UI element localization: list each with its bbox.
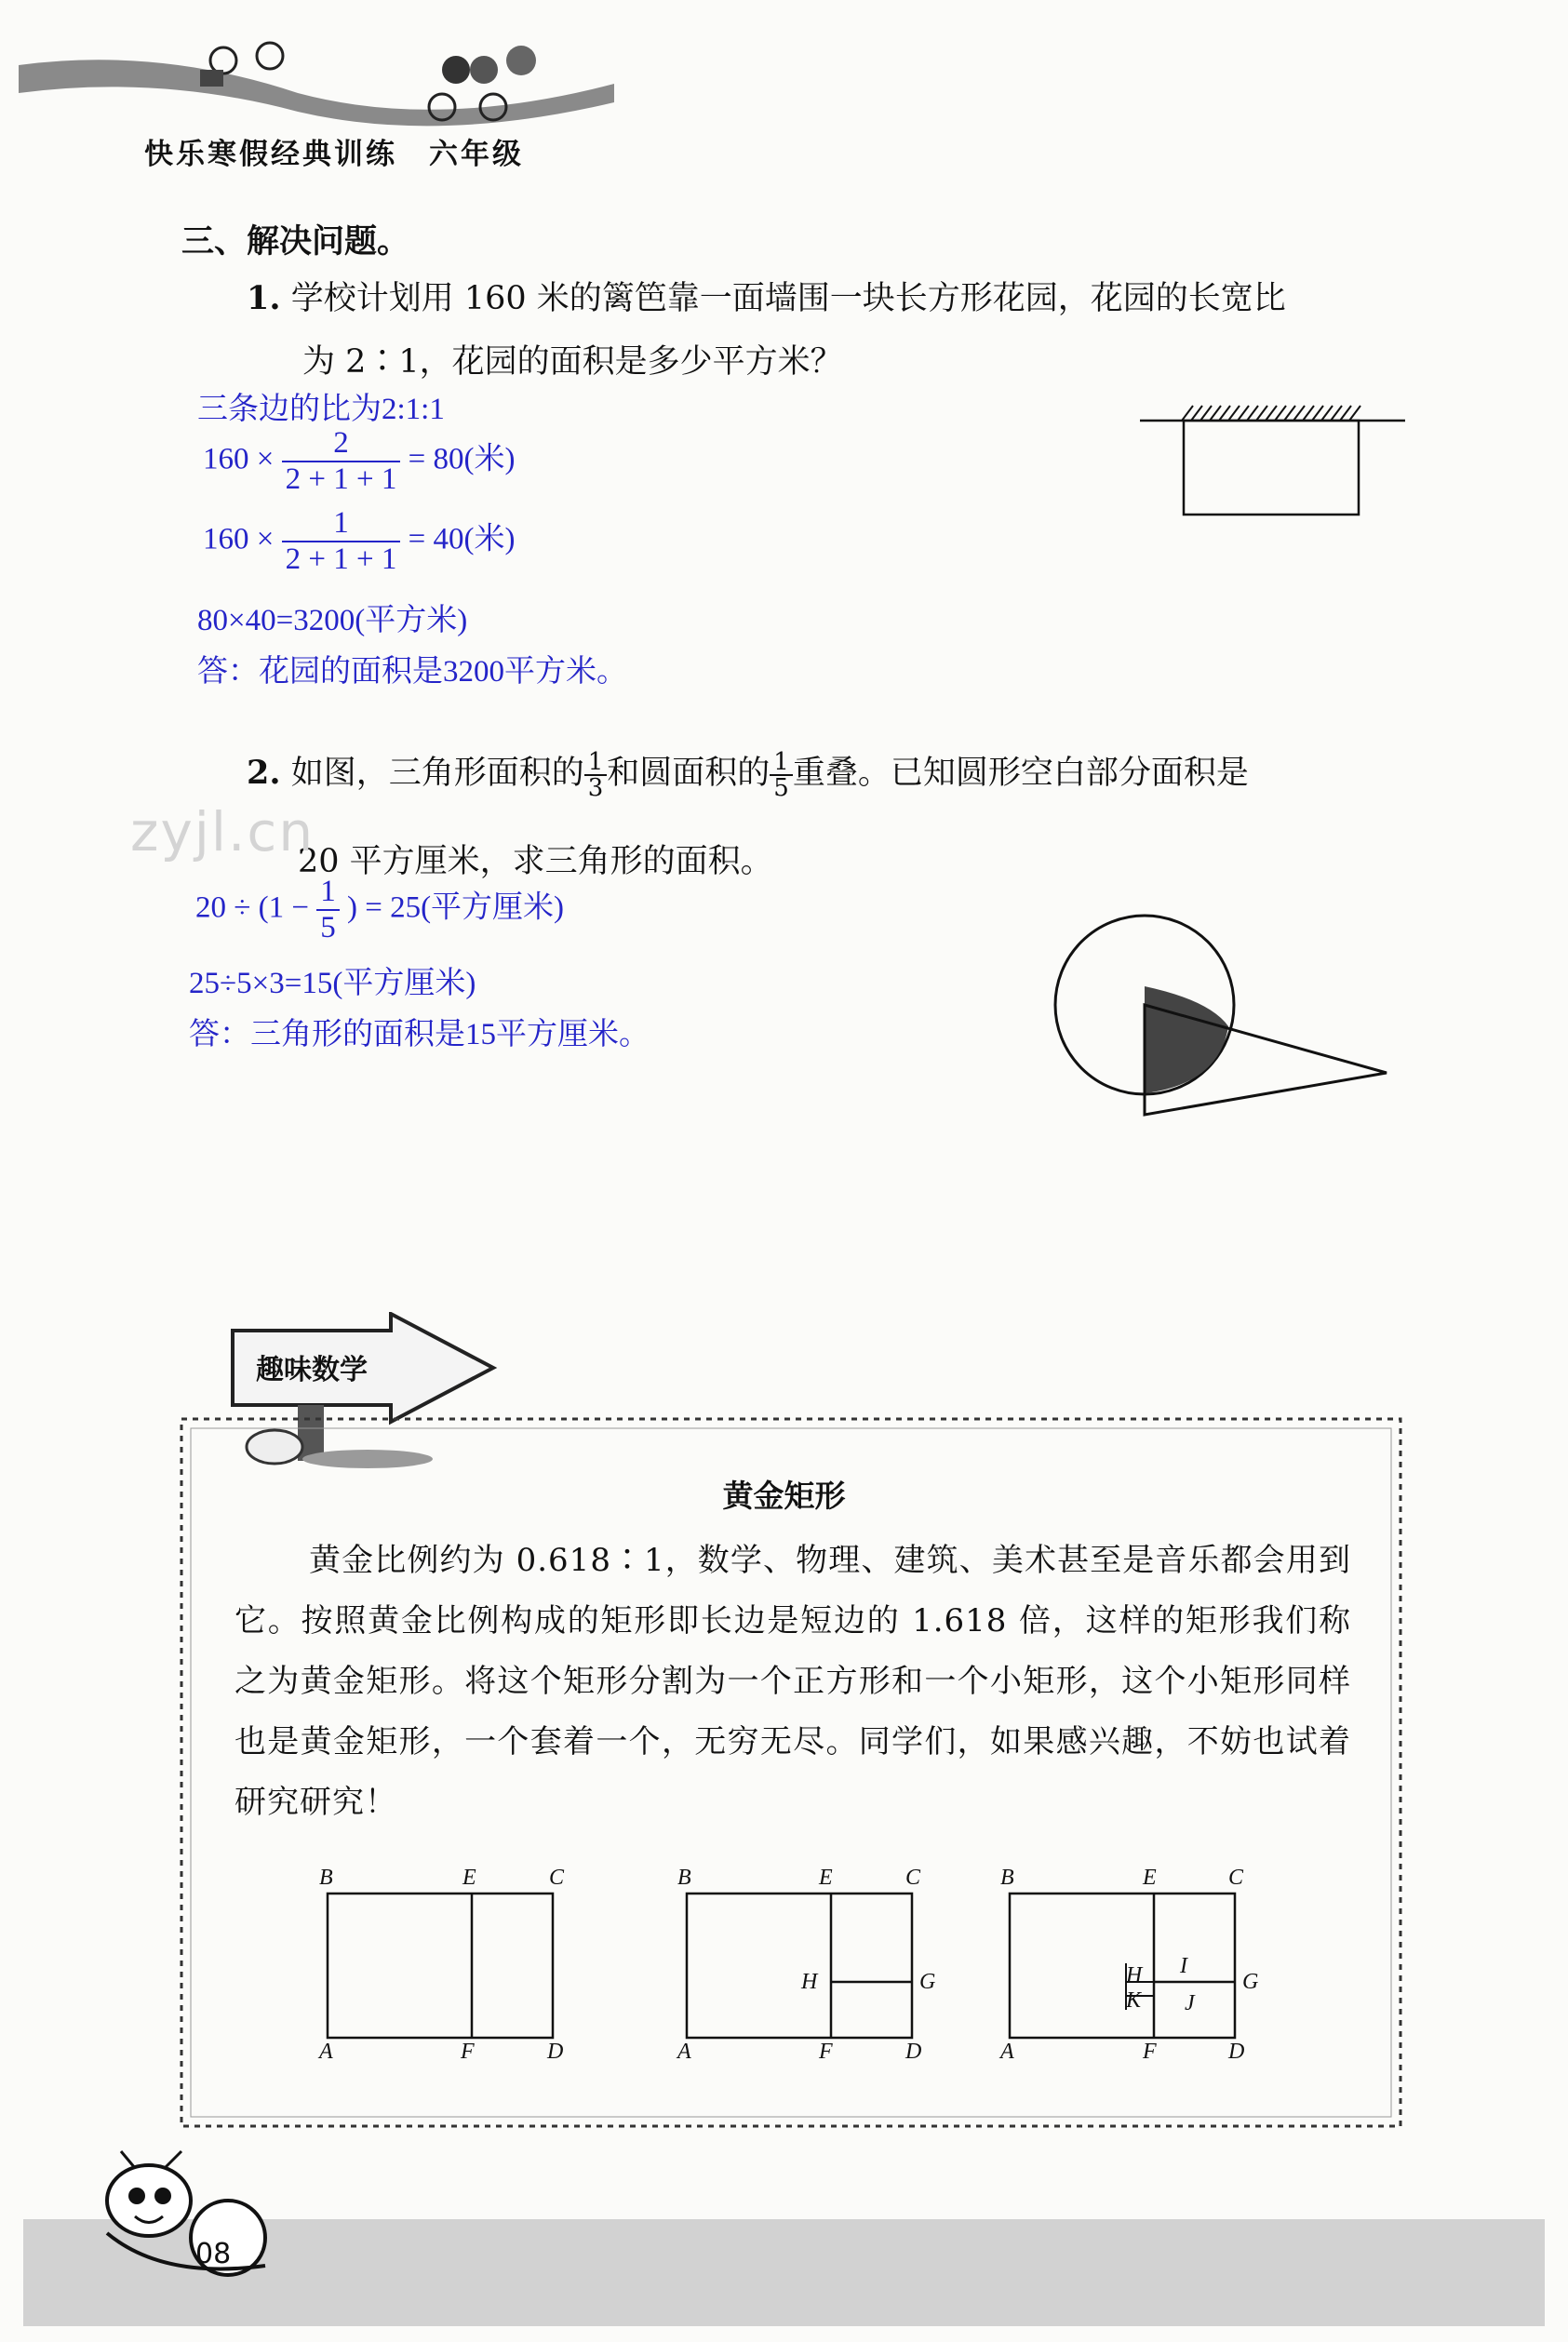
q2-line1 xyxy=(247,746,1249,800)
q2-answer-frac-denominator: 5 xyxy=(316,909,340,945)
fig3-label-B: B xyxy=(1000,1866,1014,1890)
q2-frac2-numerator: 1 xyxy=(773,747,789,776)
kid-icon-1 xyxy=(210,47,236,74)
q1-frac1-numerator: 2 xyxy=(333,426,349,460)
fig3-label-H: H xyxy=(1126,1963,1143,1987)
q2-fraction-third xyxy=(584,747,608,802)
fig3-label-E: E xyxy=(1143,1866,1157,1890)
q1-answer-line2-prefix: 160 × xyxy=(203,442,275,476)
q2-answer-line1-prefix: 20 ÷ (1 − xyxy=(195,890,309,925)
rider-icon-2 xyxy=(470,56,498,84)
q1-frac2-denominator: 2 + 1 + 1 xyxy=(282,541,401,577)
kid-icon-2 xyxy=(257,43,283,69)
q1-answer-line1: 三条边的比为2:1:1 xyxy=(197,393,445,426)
fig2-label-A: A xyxy=(677,2040,691,2064)
q1-answer-line4: 80×40=3200(平方米) xyxy=(197,604,468,637)
q2-number: 2. xyxy=(247,754,281,792)
fig3-label-A: A xyxy=(1000,2040,1014,2064)
q1-answer-line2-result: = 80(米) xyxy=(408,442,516,476)
page-number: 08 xyxy=(195,2238,232,2270)
fig2-label-F: F xyxy=(819,2040,833,2064)
q1-answer-line3 xyxy=(203,506,515,577)
fig1-label-B: B xyxy=(319,1866,333,1890)
fig2-label-C: C xyxy=(905,1866,921,1890)
book-title: 快乐寒假经典训练 六年级 xyxy=(144,138,524,171)
fig3-label-I: I xyxy=(1180,1954,1187,1978)
fig1-label-D: D xyxy=(547,2040,564,2064)
fig3-label-K: K xyxy=(1126,1988,1142,2013)
q2-answer-line1 xyxy=(195,875,564,945)
fig1-label-F: F xyxy=(461,2040,475,2064)
q1-line1 xyxy=(247,272,1286,326)
q1-frac1-denominator: 2 + 1 + 1 xyxy=(282,461,401,497)
fig3-label-F: F xyxy=(1143,2040,1157,2064)
q2-answer-line1-result: ) = 25(平方厘米) xyxy=(346,890,565,925)
q1-answer-line2 xyxy=(203,426,515,497)
q2-text-c: 重叠。已知圆形空白部分面积是 xyxy=(792,755,1249,792)
q2-answer-frac-numerator: 1 xyxy=(320,875,336,908)
q2-fraction-fifth xyxy=(770,747,793,802)
q1-answer-fraction-1 xyxy=(282,426,401,497)
q1-number: 1. xyxy=(247,279,281,317)
fig3-label-G: G xyxy=(1242,1970,1259,1994)
fig3-label-D: D xyxy=(1228,2040,1245,2064)
watermark: zyjl.cn xyxy=(130,800,315,863)
fig2-label-B: B xyxy=(677,1866,691,1890)
fig3-label-J: J xyxy=(1185,1991,1195,2015)
overlap-shaded-region xyxy=(1145,986,1228,1093)
fig2-label-E: E xyxy=(819,1866,833,1890)
q1-frac2-numerator: 1 xyxy=(333,506,349,540)
fig3-label-C: C xyxy=(1228,1866,1244,1890)
q2-frac1-numerator: 1 xyxy=(587,747,604,776)
fun-math-tag: 趣味数学 xyxy=(256,1354,368,1386)
book-icon xyxy=(200,70,223,87)
fig1-label-C: C xyxy=(549,1866,565,1890)
q2-frac2-denominator: 5 xyxy=(770,774,793,800)
rider-icon xyxy=(442,56,470,84)
q1-answer-line3-prefix: 160 × xyxy=(203,522,275,556)
q2-text-a: 如图，三角形面积的 xyxy=(290,755,584,792)
q2-answer-fraction xyxy=(316,875,340,945)
tree-icon xyxy=(506,46,536,75)
golden-rect-figure-2 xyxy=(687,1894,912,2038)
fig2-label-G: G xyxy=(919,1970,936,1994)
fun-math-title: 黄金矩形 xyxy=(722,1478,846,1514)
q2-text-b: 和圆面积的 xyxy=(607,755,771,792)
q1-answer-line3-result: = 40(米) xyxy=(408,522,516,556)
q1-garden-figure xyxy=(1135,400,1414,521)
q1-text-line1: 学校计划用 160 米的篱笆靠一面墙围一块长方形花园，花园的长宽比 xyxy=(290,280,1286,317)
q2-circle-triangle-figure xyxy=(1042,912,1396,1126)
q2-frac1-denominator: 3 xyxy=(584,774,608,800)
fig2-label-D: D xyxy=(905,2040,922,2064)
snail-mascot-icon xyxy=(88,2149,284,2280)
q1-answer-line5: 答：花园的面积是3200平方米。 xyxy=(197,655,627,689)
q2-answer-line3: 答：三角形的面积是15平方厘米。 xyxy=(189,1018,650,1051)
fun-math-paragraph: 黄金比例约为 0.618∶1，数学、物理、建筑、美术甚至是音乐都会用到它。按照黄金比例构成的矩形即长边是短边的 1.618 倍，这样的矩形我们称之为黄金矩形。将这个矩形分割为一个正方形和一个小矩形，这个小矩形同样也是黄金矩形，一个套着一个，无穷无尽。同学们，如果感兴趣，不妨也试着研究研究！ xyxy=(235,1542,1351,1821)
q2-answer-line2: 25÷5×3=15(平方厘米) xyxy=(189,967,476,1000)
fig2-label-H: H xyxy=(801,1970,818,1994)
section-title: 三、解决问题。 xyxy=(181,223,410,261)
fig1-label-E: E xyxy=(462,1866,476,1890)
golden-rect-figure-3 xyxy=(1010,1894,1235,2038)
header-banner-illustration xyxy=(19,28,614,130)
q2-text-line2: 20 平方厘米，求三角形的面积。 xyxy=(298,843,773,880)
golden-rect-figure-1 xyxy=(328,1894,553,2038)
q1-text-line2: 为 2∶1，花园的面积是多少平方米？ xyxy=(302,343,843,381)
q1-answer-fraction-2 xyxy=(282,506,401,577)
fig1-label-A: A xyxy=(319,2040,333,2064)
